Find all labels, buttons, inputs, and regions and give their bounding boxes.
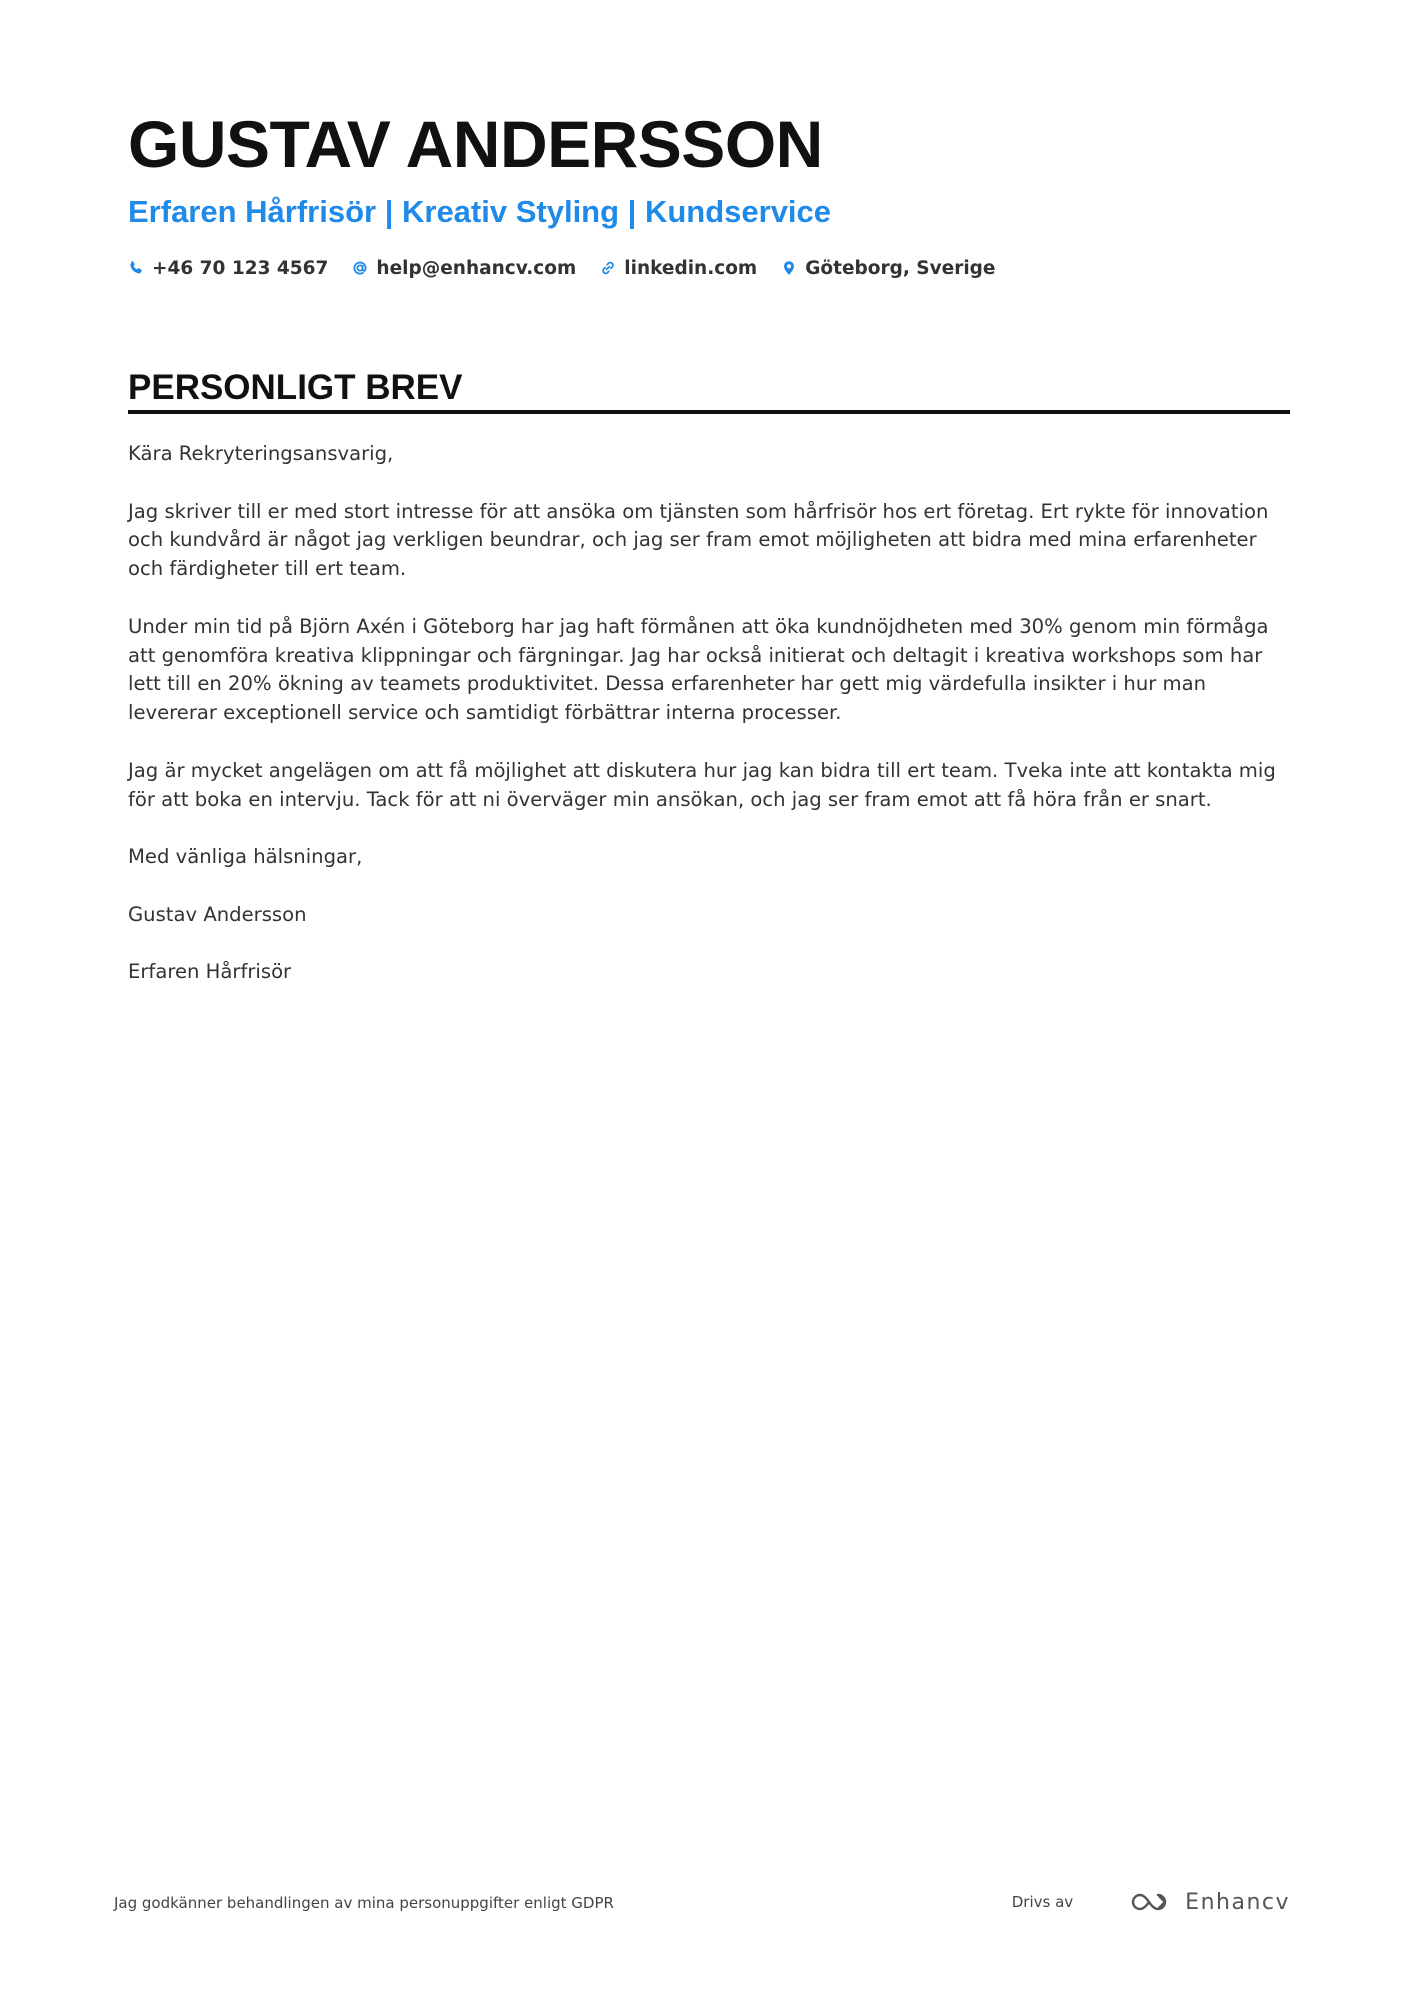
contact-linkedin[interactable] — [600, 258, 757, 279]
contact-row — [128, 254, 1290, 282]
contact-email[interactable] — [352, 258, 576, 279]
at-icon — [352, 259, 368, 277]
gdpr-consent: Jag godkänner behandlingen av mina personuppgifter enligt GDPR — [114, 1894, 614, 1912]
section-divider — [128, 410, 1290, 414]
footer-branding — [1012, 1882, 1290, 1922]
contact-email-label: help@enhancv.com — [376, 257, 577, 279]
candidate-subtitle: Erfaren Hårfrisör | Kreativ Styling | Kundservice — [128, 194, 832, 229]
letter-closing: Med vänliga hälsningar, — [128, 845, 363, 869]
letter-salutation: Kära Rekryteringsansvarig, — [128, 442, 394, 465]
location-pin-icon — [781, 259, 797, 277]
powered-by-label: Drivs av — [1011, 1893, 1074, 1911]
letter-paragraph: Jag är mycket angelägen om att få möjlighet att diskutera hur jag kan bidra till ert team. Tveka inte att kontakta mig för att boka en intervju. Tack för att ni överväger min ansökan, och jag ser fram emot att få höra från er snart. — [128, 758, 1276, 811]
contact-phone-label: +46 70 123 4567 — [152, 257, 329, 279]
section-cover-letter — [128, 368, 1290, 414]
letter-body — [128, 440, 1290, 1016]
letter-paragraph: Jag skriver till er med stort intresse för att ansöka om tjänsten som hårfrisör hos ert företag. Ert rykte för innovation och kundvård är något jag verkligen beundrar, och jag ser fram emot möjligheten att bidra med mina erfarenheter och färdigheter till ert team. — [128, 499, 1269, 581]
contact-location — [781, 258, 995, 279]
contact-phone[interactable] — [128, 258, 328, 279]
link-icon — [600, 259, 616, 277]
contact-linkedin-label: linkedin.com — [624, 257, 758, 279]
enhancv-brand-link[interactable] — [1129, 1888, 1290, 1916]
header — [128, 104, 1290, 282]
section-title: PERSONLIGT BREV — [128, 368, 463, 407]
contact-location-label: Göteborg, Sverige — [805, 257, 996, 279]
enhancv-brand-name: Enhancv — [1185, 1889, 1290, 1915]
phone-icon — [128, 259, 144, 277]
signature-title: Erfaren Hårfrisör — [128, 960, 292, 984]
enhancv-logo-icon — [1129, 1888, 1173, 1916]
letter-paragraph: Under min tid på Björn Axén i Göteborg har jag haft förmånen att öka kundnöjdheten med 30% genom min förmåga att genomföra kreativa klippningar och färgningar. Jag har också initierat och deltagit i kreativa workshops som har lett till en 20% ökning av teamets produktivitet. Dessa erfarenheter har gett mig värdefulla insikter i hur man levererar exceptionell service och samtidigt förbättrar interna processer. — [128, 614, 1269, 725]
candidate-name: GUSTAV ANDERSSON — [128, 107, 823, 181]
signature-name: Gustav Andersson — [128, 902, 307, 926]
